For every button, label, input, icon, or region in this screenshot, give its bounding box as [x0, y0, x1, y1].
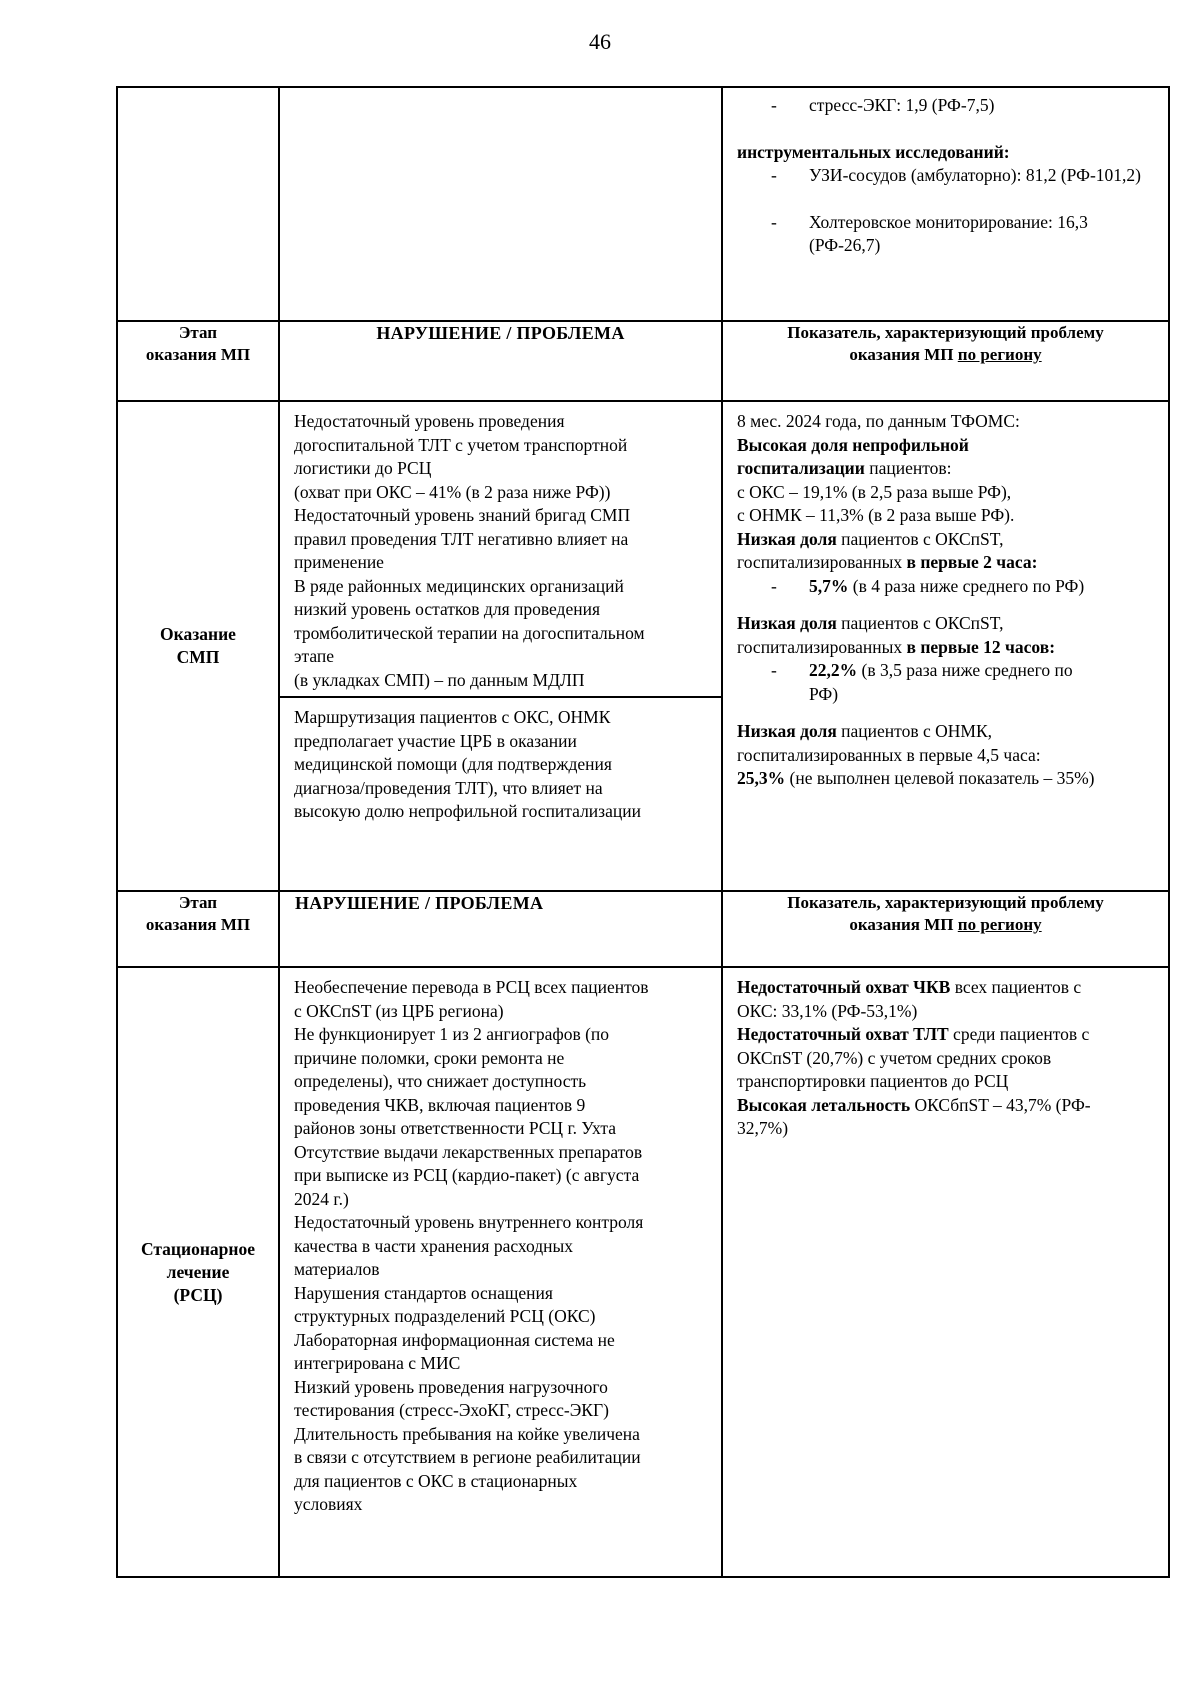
continuation-stage-cell — [117, 87, 279, 321]
findings-table — [116, 86, 1170, 1578]
continuation-problem-cell — [279, 87, 722, 321]
continuation-indicator-cell — [722, 87, 1169, 321]
problem-cell-rsc: Необеспечение перевода в РСЦ всех пациентов с ОКСпST (из ЦРБ региона) Не функционирует 1 из 2 ангиографов (по причине поломки, сроки ремонта не определены), что снижает доступность проведения ЧКВ, включая пациентов 9 районов зоны ответственности РСЦ г. Ухта Отсутствие выдачи лекарственных препаратов при выписке из РСЦ (кардио-пакет) (с августа 2024 г.) Недостаточный уровень внутреннего контроля качества в части хранения расходных материалов Нарушения стандартов оснащения структурных подразделений РСЦ (ОКС) Лабораторная информационная система не интегрирована с МИС Низкий уровень проведения нагрузочного тестирования (стресс-ЭхоКГ, стресс-ЭКГ) Длительность пребывания на койке увеличена в связи с отсутствием в регионе реабилитации для пациентов с ОКС в стационарных условиях — [279, 967, 722, 1577]
indicator-cell-rsc: Недостаточный охват ЧКВ всех пациентов с ОКС: 33,1% (РФ-53,1%) Недостаточный охват ТЛТ среди пациентов с ОКСпST (20,7%) с учетом средних сроков транспортировки пациентов до РСЦ Высокая летальность ОКСбпST – 43,7% (РФ- 32,7%) — [722, 967, 1169, 1577]
smp-row — [117, 401, 1169, 891]
table-header-row — [117, 321, 1169, 401]
problem-header: НАРУШЕНИЕ / ПРОБЛЕМА — [279, 321, 722, 401]
indicator-cell-smp: 8 мес. 2024 года, по данным ТФОМС: Высокая доля непрофильной госпитализации пациентов: с ОКС – 19,1% (в 2,5 раза выше РФ), с ОНМК – 11,3% (в 2 раза выше РФ). Низкая доля пациентов с ОКСпST, госпитализированных в первые 2 часа: - 5,7% (в 4 раза ниже среднего по РФ) Низкая доля пациентов с ОКСпST, госпитализированных в первые 12 часов: - 22,2% (в 3,5 раза ниже среднего по РФ) Низкая доля пациентов с ОНМК, госпитализированных в первые 4,5 часа: 25,3% (не выполнен целевой показатель – 35%) — [722, 401, 1169, 891]
problem-block-a: Недостаточный уровень проведения догоспитальной ТЛТ с учетом транспортной логистики до РСЦ (охват при ОКС – 41% (в 2 раза ниже РФ)) Недостаточный уровень знаний бригад СМП правил проведения ТЛТ негативно влияет на применение В ряде районных медицинских организаций низкий уровень остатков для проведения тромболитической терапии на догоспитальном этапе (в укладках СМП) – по данным МДЛП — [280, 402, 721, 698]
problem-header: НАРУШЕНИЕ / ПРОБЛЕМА — [279, 891, 722, 967]
problem-cell-smp — [279, 401, 722, 891]
indicator-header: Показатель, характеризующий проблему оказания МП по региону — [722, 891, 1169, 967]
list-item: - стресс-ЭКГ: 1,9 (РФ-7,5) — [771, 95, 995, 115]
list-item: - 5,7% (в 4 раза ниже среднего по РФ) — [771, 575, 1085, 596]
continuation-row — [117, 87, 1169, 321]
instrumental-heading: инструментальных исследований: — [737, 141, 1010, 162]
stage-cell-smp: Оказание СМП — [117, 401, 279, 891]
indicator-header: Показатель, характеризующий проблему оказания МП по региону — [722, 321, 1169, 401]
stage-header: Этап оказания МП — [117, 321, 279, 401]
list-item: - Холтеровское мониторирование: 16,3 (РФ-26,7) — [771, 211, 1088, 255]
rsc-row — [117, 967, 1169, 1577]
list-item: - УЗИ-сосудов (амбулаторно): 81,2 (РФ-101,2) — [771, 165, 1141, 185]
list-item: - 22,2% (в 3,5 раза ниже среднего по РФ) — [771, 660, 1073, 704]
table-header-row — [117, 891, 1169, 967]
stage-header: Этап оказания МП — [117, 891, 279, 967]
page-number: 46 — [589, 29, 611, 54]
stage-cell-rsc: Стационарное лечение (РСЦ) — [117, 967, 279, 1577]
problem-block-b: Маршрутизация пациентов с ОКС, ОНМК предполагает участие ЦРБ в оказании медицинской помощи (для подтверждения диагноза/проведения ТЛТ), что влияет на высокую долю непрофильной госпитализации — [294, 707, 641, 821]
